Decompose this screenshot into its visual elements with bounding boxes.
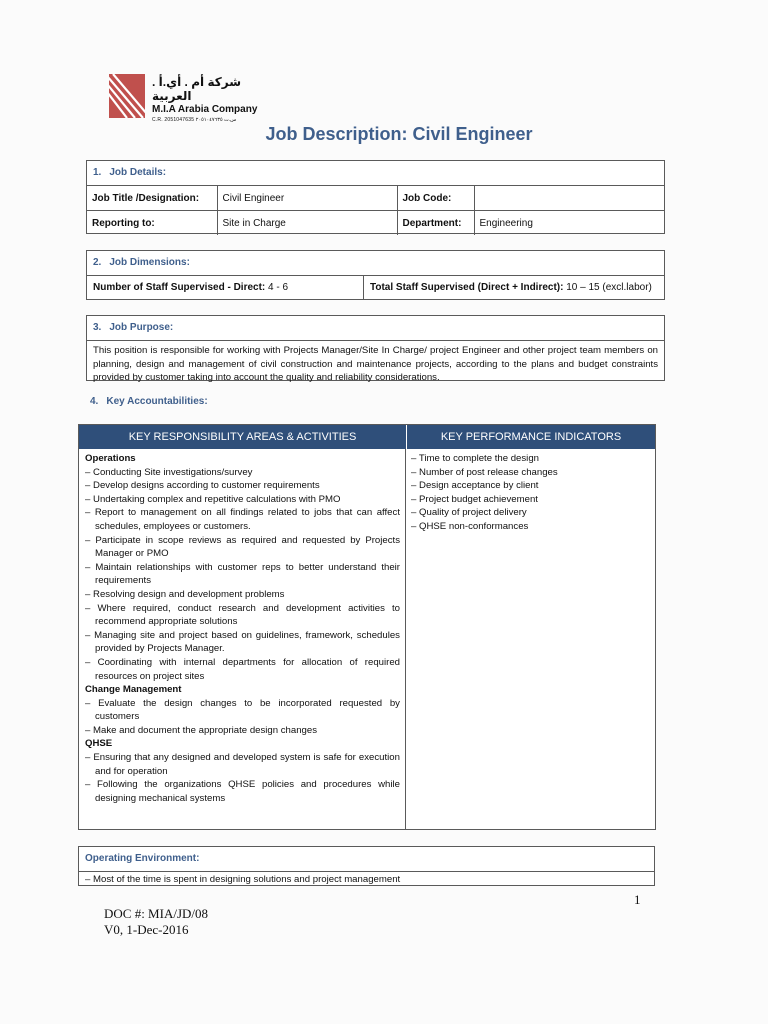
kpi-item: – QHSE non-conformances	[411, 520, 650, 534]
job-title-value: Civil Engineer	[217, 186, 397, 211]
kpi-item: – Time to complete the design	[411, 452, 650, 466]
company-block	[152, 75, 292, 123]
list-item: – Make and document the appropriate design changes	[85, 724, 400, 738]
operating-environment-section	[78, 846, 655, 886]
kpi-item: – Number of post release changes	[411, 466, 650, 480]
section-number: 1.	[93, 167, 102, 178]
company-name-english: M.I.A Arabia Company	[152, 104, 258, 115]
job-code-label: Job Code:	[397, 186, 474, 211]
staff-total-value: 10 – 15 (excl.labor)	[566, 282, 652, 293]
staff-total	[364, 276, 658, 300]
document-footer	[104, 906, 208, 938]
doc-number: DOC #: MIA/JD/08	[104, 906, 209, 921]
key-accountabilities-heading	[90, 396, 208, 407]
job-details-table	[87, 186, 664, 235]
doc-version: V0, 1-Dec-2016	[104, 922, 189, 937]
responsibility-list	[85, 466, 400, 684]
section-title: Job Details:	[109, 167, 167, 178]
accountabilities-body	[79, 449, 655, 829]
list-item: – Ensuring that any designed and developed system is safe for execution and for operation	[85, 751, 400, 778]
reporting-to-label: Reporting to:	[87, 211, 217, 236]
responsibility-group-title: QHSE	[85, 738, 113, 750]
responsibility-list	[85, 751, 400, 805]
job-purpose-section	[86, 315, 665, 381]
staff-total-label: Total Staff Supervised (Direct + Indirect):	[370, 282, 564, 293]
list-item: – Coordinating with internal departments for allocation of required resources on project sites	[85, 656, 400, 683]
job-title-label: Job Title /Designation:	[87, 186, 217, 211]
performance-indicators-column	[406, 449, 655, 829]
list-item: – Following the organizations QHSE policies and procedures while designing mechanical systems	[85, 778, 400, 805]
table-row	[87, 211, 664, 236]
performance-indicators-header: KEY PERFORMANCE INDICATORS	[440, 431, 622, 443]
page-number: 1	[634, 892, 641, 907]
kpi-item: – Project budget achievement	[411, 493, 650, 507]
section-title: Job Purpose:	[109, 322, 174, 333]
list-item: – Maintain relationships with customer reps to better understand their requirements	[85, 561, 400, 588]
job-purpose-heading	[87, 316, 664, 341]
page-title: Job Description: Civil Engineer	[265, 124, 533, 144]
list-item: – Managing site and project based on guidelines, framework, schedules provided by Projects Manager.	[85, 629, 400, 656]
list-item: – Undertaking complex and repetitive calculations with PMO	[85, 493, 400, 507]
job-purpose-text: This position is responsible for working with Projects Manager/Site In Charge/ project Engineer and other project team members on planning, design and management of civil construction and maintenance projects, according to the plans and budget constraints provided by customer taking into account the quality and reliability considerations.	[93, 345, 658, 383]
job-dimensions-heading	[87, 251, 664, 276]
list-item: – Where required, conduct research and development activities to recommend appropriate solutions	[85, 602, 400, 629]
kpi-item: – Design acceptance by client	[411, 479, 650, 493]
staff-direct-value: 4 - 6	[268, 282, 289, 293]
job-details-heading	[87, 161, 664, 186]
job-dimensions-row	[87, 276, 664, 300]
job-details-section	[86, 160, 665, 234]
reporting-to-value: Site in Charge	[217, 211, 397, 236]
table-row	[87, 186, 664, 211]
operating-environment-heading: Operating Environment:	[79, 847, 654, 872]
list-item: – Participate in scope reviews as required and requested by Projects Manager or PMO	[85, 534, 400, 561]
operating-environment-text: – Most of the time is spent in designing solutions and project management	[79, 872, 654, 887]
department-value: Engineering	[474, 211, 664, 236]
section-number: 4.	[90, 396, 99, 407]
section-number: 3.	[93, 322, 102, 333]
section-title: Job Dimensions:	[109, 257, 190, 268]
kpi-item: – Quality of project delivery	[411, 506, 650, 520]
job-dimensions-section	[86, 250, 665, 300]
list-item: – Develop designs according to customer requirements	[85, 479, 400, 493]
section-title: Key Accountabilities:	[106, 396, 208, 407]
list-item: – Evaluate the design changes to be incorporated requested by customers	[85, 697, 400, 724]
staff-direct-label: Number of Staff Supervised - Direct:	[93, 282, 266, 293]
company-name-arabic: شركة أم . أي.أ . العربية	[152, 75, 241, 103]
job-code-value	[474, 186, 664, 211]
list-item: – Report to management on all findings related to jobs that can affect schedules, employees or customers.	[85, 506, 400, 533]
responsibility-group-title: Operations	[85, 453, 136, 464]
staff-direct	[87, 276, 364, 300]
mia-logo-icon	[109, 74, 145, 118]
section-number: 2.	[93, 257, 102, 268]
accountabilities-table	[78, 424, 656, 830]
responsibility-group-title: Change Management	[85, 684, 182, 696]
list-item: – Conducting Site investigations/survey	[85, 466, 400, 480]
kpi-list	[411, 452, 650, 534]
company-cr-number: C.R. 2051047635 س.ت ٢٠٥١٠٤٧٦٣٥	[152, 117, 237, 123]
responsibility-areas-header: KEY RESPONSIBILITY AREAS & ACTIVITIES	[79, 425, 407, 449]
responsibility-list	[85, 697, 400, 738]
accountabilities-header	[79, 425, 655, 449]
responsibility-areas-column	[79, 449, 406, 829]
list-item: – Resolving design and development problems	[85, 588, 400, 602]
department-label: Department:	[397, 211, 474, 236]
